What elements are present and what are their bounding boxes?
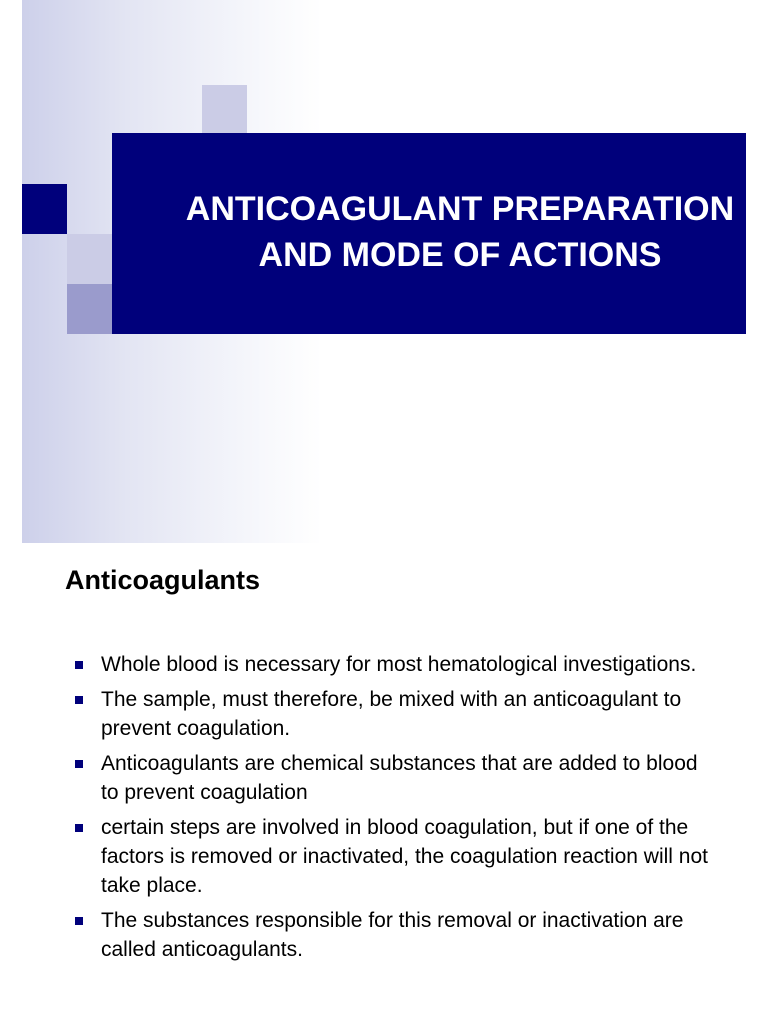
square-bullet-icon <box>75 760 83 768</box>
bullet-text: Anticoagulants are chemical substances that are added to blood to prevent coagulation <box>101 752 698 804</box>
bullet-item <box>75 813 715 900</box>
bullet-item <box>75 685 715 743</box>
slide-title: ANTICOAGULANT PREPARATION AND MODE OF ACTIONS <box>185 190 735 274</box>
slide-heading: Anticoagulants <box>65 565 261 595</box>
bullet-text: The sample, must therefore, be mixed with an anticoagulant to prevent coagulation. <box>101 688 682 740</box>
square-bullet-icon <box>75 917 83 925</box>
square-bullet-icon <box>75 696 83 704</box>
square-bullet-icon <box>75 661 83 669</box>
decorative-square <box>67 234 112 284</box>
bullet-item <box>75 749 715 807</box>
decorative-square <box>22 184 67 234</box>
bullet-item <box>75 906 715 964</box>
bullet-item <box>75 650 715 679</box>
square-bullet-icon <box>75 824 83 832</box>
decorative-square <box>67 284 112 334</box>
decorative-square <box>202 85 247 133</box>
bullet-text: certain steps are involved in blood coagulation, but if one of the factors is removed or inactivated, the coagulation reaction will not take place. <box>101 816 708 897</box>
bullet-text: Whole blood is necessary for most hematological investigations. <box>101 653 697 676</box>
bullet-text: The substances responsible for this removal or inactivation are called anticoagulants. <box>101 909 684 961</box>
bullet-list <box>75 650 715 970</box>
content-slide <box>0 543 768 1024</box>
